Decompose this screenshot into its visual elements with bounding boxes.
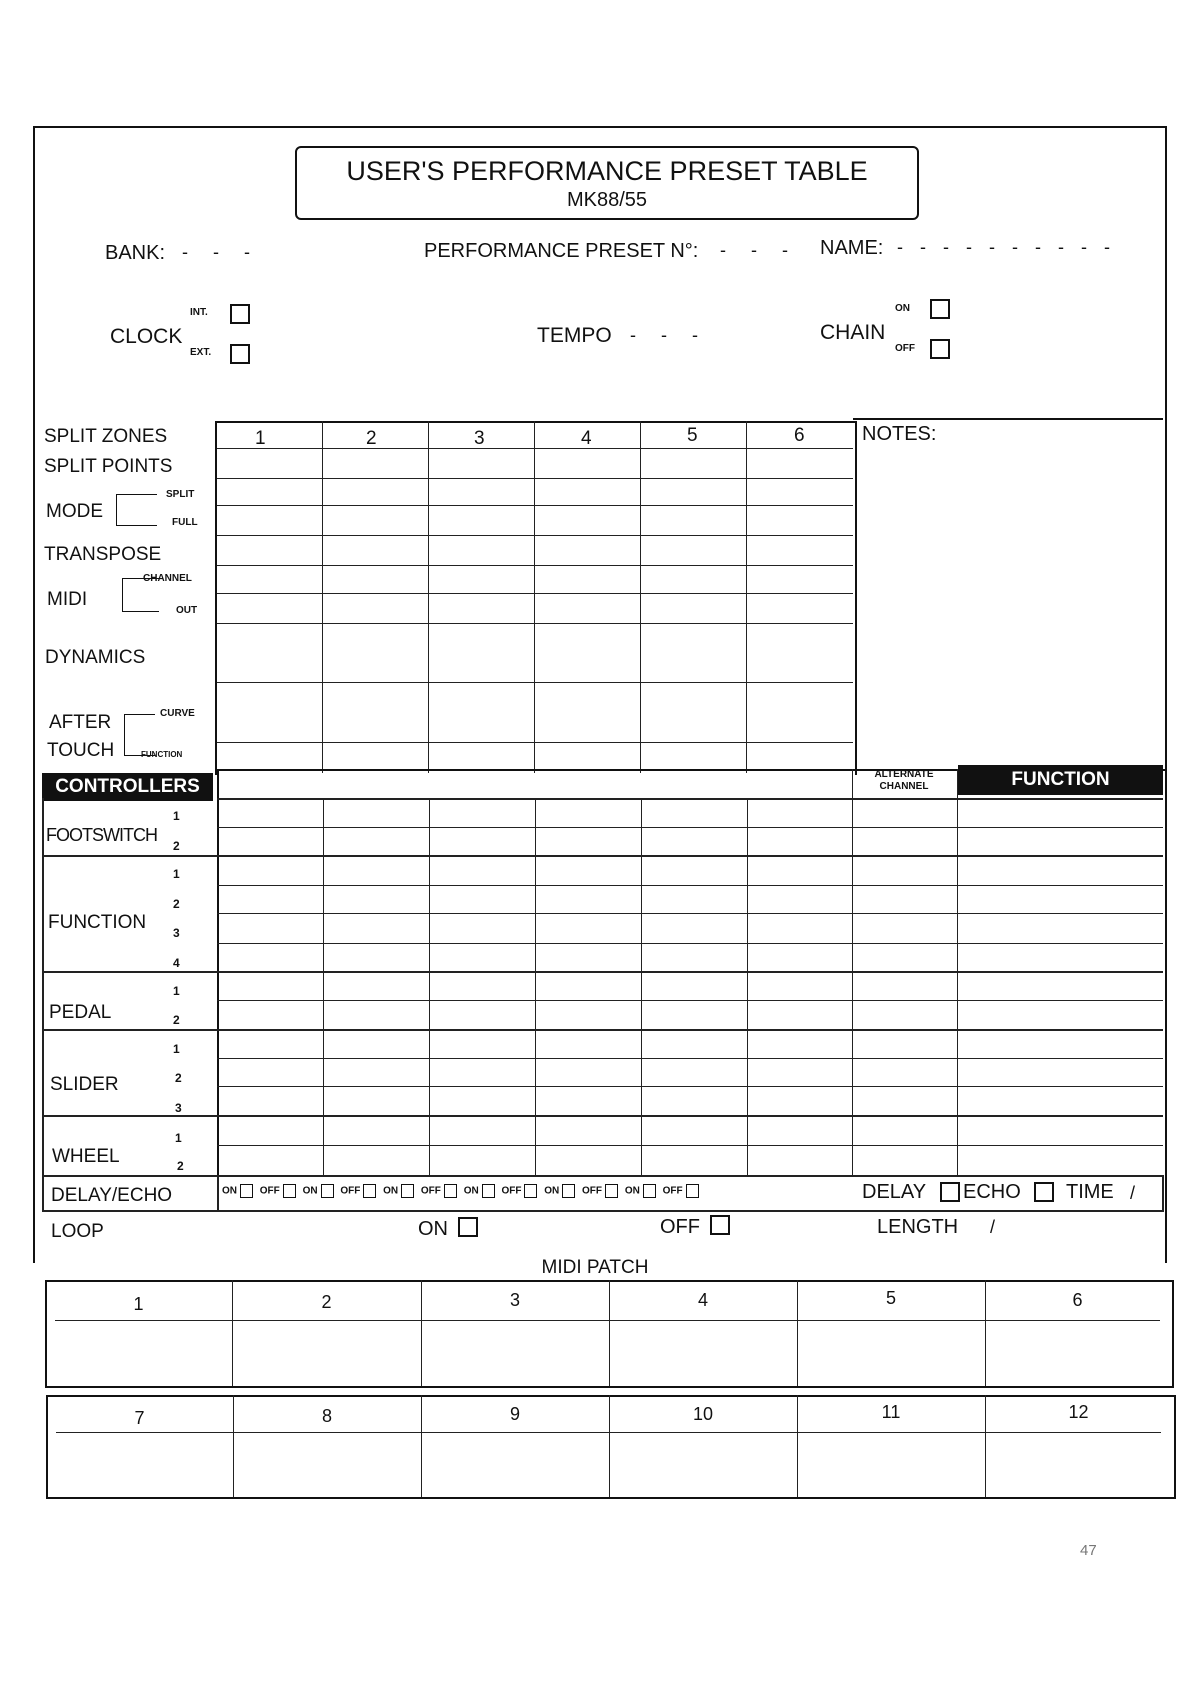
wheel-label: WHEEL [52, 1146, 120, 1167]
alternate-channel-text: ALTERNATE CHANNEL [874, 769, 934, 792]
zone4-off-label: OFF [501, 1185, 522, 1197]
zone5-off-checkbox[interactable] [605, 1184, 618, 1198]
zone-col-4: 4 [581, 428, 592, 449]
transpose-label: TRANSPOSE [44, 544, 162, 565]
zone4-on-checkbox[interactable] [482, 1184, 495, 1198]
footswitch-1-num: 1 [173, 809, 180, 823]
zone6-on-label: ON [624, 1185, 640, 1197]
loop-on-checkbox[interactable] [458, 1217, 478, 1237]
bank-label: BANK: [105, 242, 166, 264]
clock-ext-label: EXT. [190, 347, 212, 358]
controllers-header [42, 773, 213, 801]
function-2-num: 2 [173, 897, 180, 911]
midi-channel-label: CHANNEL [143, 573, 192, 584]
midi-patch-6[interactable]: 6 [1072, 1290, 1083, 1310]
zone2-off-checkbox[interactable] [363, 1184, 376, 1198]
zone6-on-checkbox[interactable] [643, 1184, 656, 1198]
zone5-off-label: OFF [582, 1185, 603, 1197]
midi-label: MIDI [47, 589, 88, 610]
midi-patch-title: MIDI PATCH [541, 1257, 649, 1278]
zone4-off-checkbox[interactable] [524, 1184, 537, 1198]
tempo-label: TEMPO [537, 324, 612, 347]
delay-echo-label: DELAY/ECHO [51, 1185, 173, 1206]
slider-3-num: 3 [175, 1101, 182, 1115]
clock-int-checkbox[interactable] [230, 304, 250, 324]
zone1-on-label: ON [222, 1185, 237, 1197]
mode-full-label: FULL [172, 517, 198, 528]
echo-option-label: ECHO [963, 1181, 1021, 1203]
echo-checkbox[interactable] [1034, 1182, 1054, 1202]
footswitch-label: FOOTSWITCH [46, 825, 157, 845]
length-label: LENGTH [877, 1216, 959, 1238]
bank-input[interactable]: - - - [182, 242, 260, 262]
name-label: NAME: [820, 237, 884, 259]
zone-col-1: 1 [255, 428, 266, 449]
function-4-num: 4 [173, 956, 180, 970]
page-title: USER'S PERFORMANCE PRESET TABLE [346, 156, 868, 186]
loop-label: LOOP [51, 1221, 104, 1242]
length-separator[interactable]: / [990, 1217, 996, 1237]
time-separator[interactable]: / [1130, 1183, 1136, 1203]
clock-label: CLOCK [110, 325, 183, 348]
pedal-2-num: 2 [173, 1013, 180, 1027]
zone-col-2: 2 [366, 428, 377, 449]
zone-col-5: 5 [687, 425, 698, 446]
zones-grid [215, 421, 857, 775]
time-label: TIME [1066, 1181, 1114, 1203]
clock-ext-checkbox[interactable] [230, 344, 250, 364]
zone2-on-label: ON [302, 1185, 318, 1197]
zone3-off-checkbox[interactable] [444, 1184, 457, 1198]
loop-on-label: ON [418, 1218, 448, 1240]
midi-out-label: OUT [176, 605, 198, 616]
chain-off-checkbox[interactable] [930, 339, 950, 359]
pedal-label: PEDAL [49, 1002, 112, 1023]
slider-1-num: 1 [173, 1042, 180, 1056]
controllers-header-text: CONTROLLERS [55, 776, 200, 797]
function-1-num: 1 [173, 867, 180, 881]
model-name: MK88/55 [566, 189, 648, 211]
zone6-off-checkbox[interactable] [686, 1184, 699, 1198]
mode-bracket [116, 494, 157, 526]
zone3-off-label: OFF [420, 1185, 441, 1197]
midi-patch-11[interactable]: 11 [881, 1402, 901, 1422]
clock-int-label: INT. [190, 307, 208, 318]
zone-col-3: 3 [474, 428, 485, 449]
touch-label: TOUCH [47, 740, 115, 761]
split-points-label: SPLIT POINTS [44, 456, 173, 477]
function-row-label: FUNCTION [48, 912, 147, 933]
preset-number-input[interactable]: - - - [720, 240, 798, 260]
zone2-off-label: OFF [340, 1185, 361, 1197]
zone4-on-label: ON [463, 1185, 479, 1197]
midi-patch-9[interactable]: 9 [509, 1404, 520, 1424]
midi-patch-8[interactable]: 8 [321, 1406, 332, 1426]
slider-label: SLIDER [50, 1074, 119, 1095]
midi-patch-3[interactable]: 3 [509, 1290, 520, 1310]
preset-number-label: PERFORMANCE PRESET N°: [424, 240, 699, 262]
zone3-on-checkbox[interactable] [401, 1184, 414, 1198]
zone2-on-checkbox[interactable] [321, 1184, 334, 1198]
footswitch-2-num: 2 [173, 839, 180, 853]
zone1-off-label: OFF [259, 1185, 280, 1197]
zone1-off-checkbox[interactable] [283, 1184, 296, 1198]
page-number: 47 [1080, 1542, 1097, 1559]
zone1-on-checkbox[interactable] [240, 1184, 253, 1198]
mode-label: MODE [46, 501, 103, 522]
function-column-text: FUNCTION [1011, 769, 1110, 790]
midi-patch-10[interactable]: 10 [692, 1404, 714, 1424]
midi-patch-2[interactable]: 2 [321, 1292, 332, 1312]
loop-off-checkbox[interactable] [710, 1215, 730, 1235]
dynamics-label: DYNAMICS [45, 647, 146, 668]
zone-col-6: 6 [794, 425, 805, 446]
mode-split-label: SPLIT [166, 489, 195, 500]
midi-patch-5[interactable]: 5 [885, 1288, 896, 1308]
wheel-1-num: 1 [175, 1131, 182, 1145]
midi-patch-12[interactable]: 12 [1068, 1402, 1089, 1422]
zone3-on-label: ON [383, 1185, 399, 1197]
notes-label: NOTES: [862, 423, 937, 445]
slider-2-num: 2 [175, 1071, 182, 1085]
zone5-on-label: ON [544, 1185, 560, 1197]
loop-off-label: OFF [660, 1216, 700, 1238]
midi-patch-7[interactable]: 7 [134, 1408, 145, 1428]
delay-echo-zone-toggles [222, 1184, 703, 1198]
chain-on-checkbox[interactable] [930, 299, 950, 319]
after-function-label: FUNCTION [141, 750, 183, 759]
split-zones-label: SPLIT ZONES [44, 426, 168, 447]
tempo-input[interactable]: - - - [630, 325, 708, 345]
after-label: AFTER [49, 712, 112, 733]
chain-label: CHAIN [820, 321, 886, 344]
chain-on-label: ON [895, 303, 910, 314]
zone6-off-label: OFF [662, 1185, 683, 1197]
title-box [295, 146, 919, 220]
name-input[interactable]: - - - - - - - - - - [897, 237, 1116, 257]
delay-option-label: DELAY [862, 1181, 927, 1203]
midi-patch-4[interactable]: 4 [697, 1290, 708, 1310]
chain-off-label: OFF [895, 343, 915, 354]
pedal-1-num: 1 [173, 984, 180, 998]
midi-patch-1[interactable]: 1 [133, 1294, 144, 1314]
function-3-num: 3 [173, 926, 180, 940]
delay-checkbox[interactable] [940, 1182, 960, 1202]
wheel-2-num: 2 [177, 1159, 184, 1173]
after-curve-label: CURVE [160, 708, 195, 719]
zone5-on-checkbox[interactable] [562, 1184, 575, 1198]
notes-area[interactable] [853, 418, 1163, 772]
